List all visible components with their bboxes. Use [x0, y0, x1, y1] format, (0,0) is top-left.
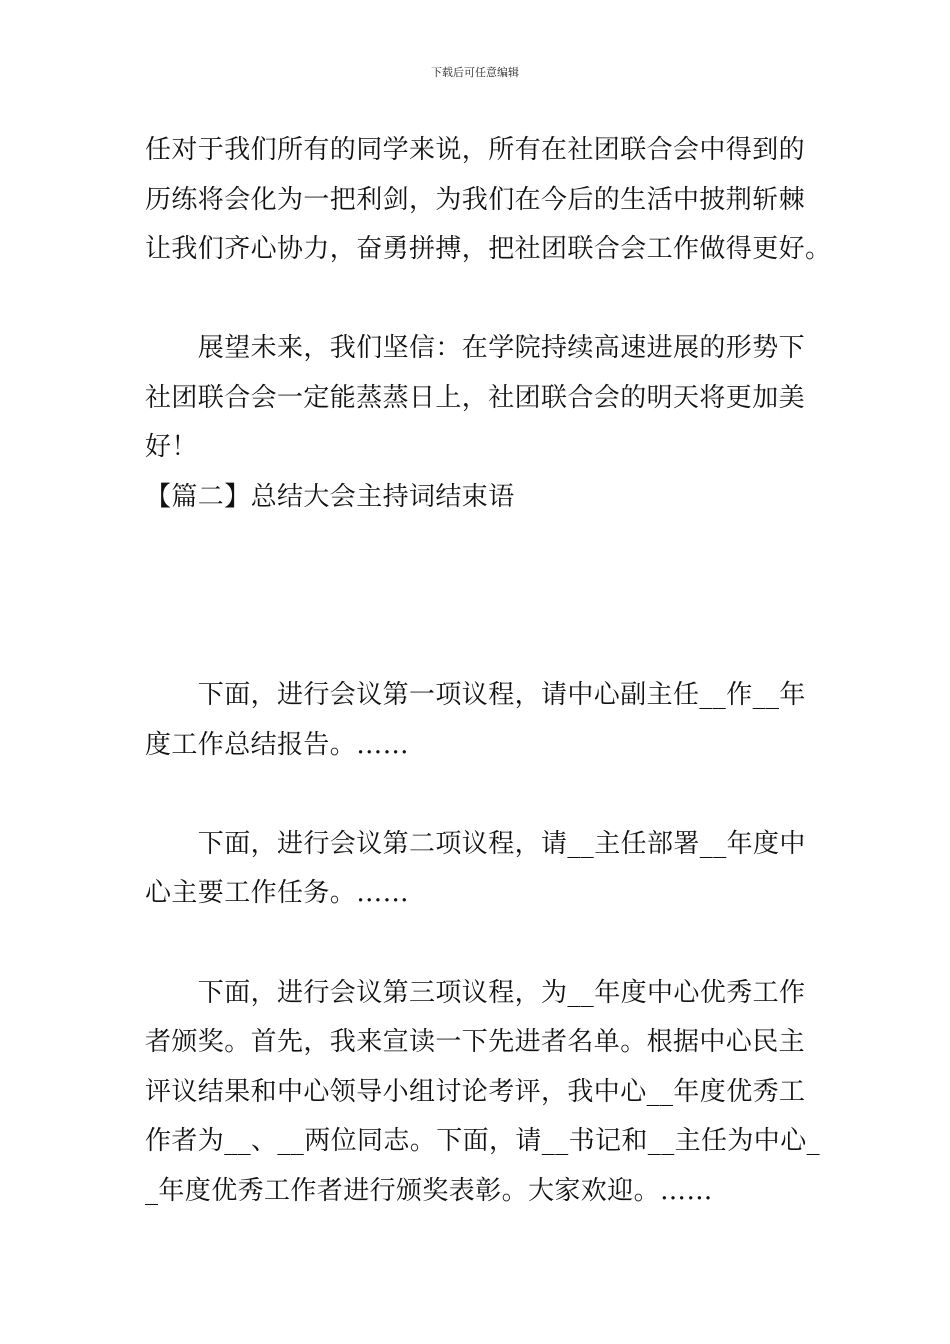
text-line: 让我们齐心协力，奋勇拼搏，把社团联合会工作做得更好。 — [145, 234, 832, 264]
text-line: 评议结果和中心领导小组讨论考评，我中心__年度优秀工 — [145, 1077, 806, 1107]
text-line: 心主要工作任务。…… — [145, 878, 410, 908]
page-header: 下载后可任意编辑 — [431, 66, 519, 79]
text-line: 下面，进行会议第三项议程，为__年度中心优秀工作 — [145, 978, 806, 1008]
text-line: 者颁奖。首先，我来宣读一下先进者名单。根据中心民主 — [145, 1027, 806, 1057]
text-line: 任对于我们所有的同学来说，所有在社团联合会中得到的 — [145, 135, 806, 165]
section-heading: 【篇二】总结大会主持词结束语 — [145, 482, 515, 512]
text-line: 历练将会化为一把利剑，为我们在今后的生活中披荆斩棘 — [145, 185, 806, 215]
text-line: 作者为__、__两位同志。下面，请__书记和__主任为中心_ — [145, 1126, 821, 1156]
text-line: 展望未来，我们坚信：在学院持续高速进展的形势下 — [145, 333, 806, 363]
text-line: 社团联合会一定能蒸蒸日上，社团联合会的明天将更加美 — [145, 383, 806, 413]
text-line: 好！ — [145, 432, 198, 462]
text-line: 度工作总结报告。…… — [145, 730, 410, 760]
text-line: _年度优秀工作者进行颁奖表彰。大家欢迎。…… — [145, 1176, 713, 1206]
text-line: 下面，进行会议第一项议程，请中心副主任__作__年 — [145, 680, 806, 710]
text-line: 下面，进行会议第二项议程，请__主任部署__年度中 — [145, 829, 806, 859]
